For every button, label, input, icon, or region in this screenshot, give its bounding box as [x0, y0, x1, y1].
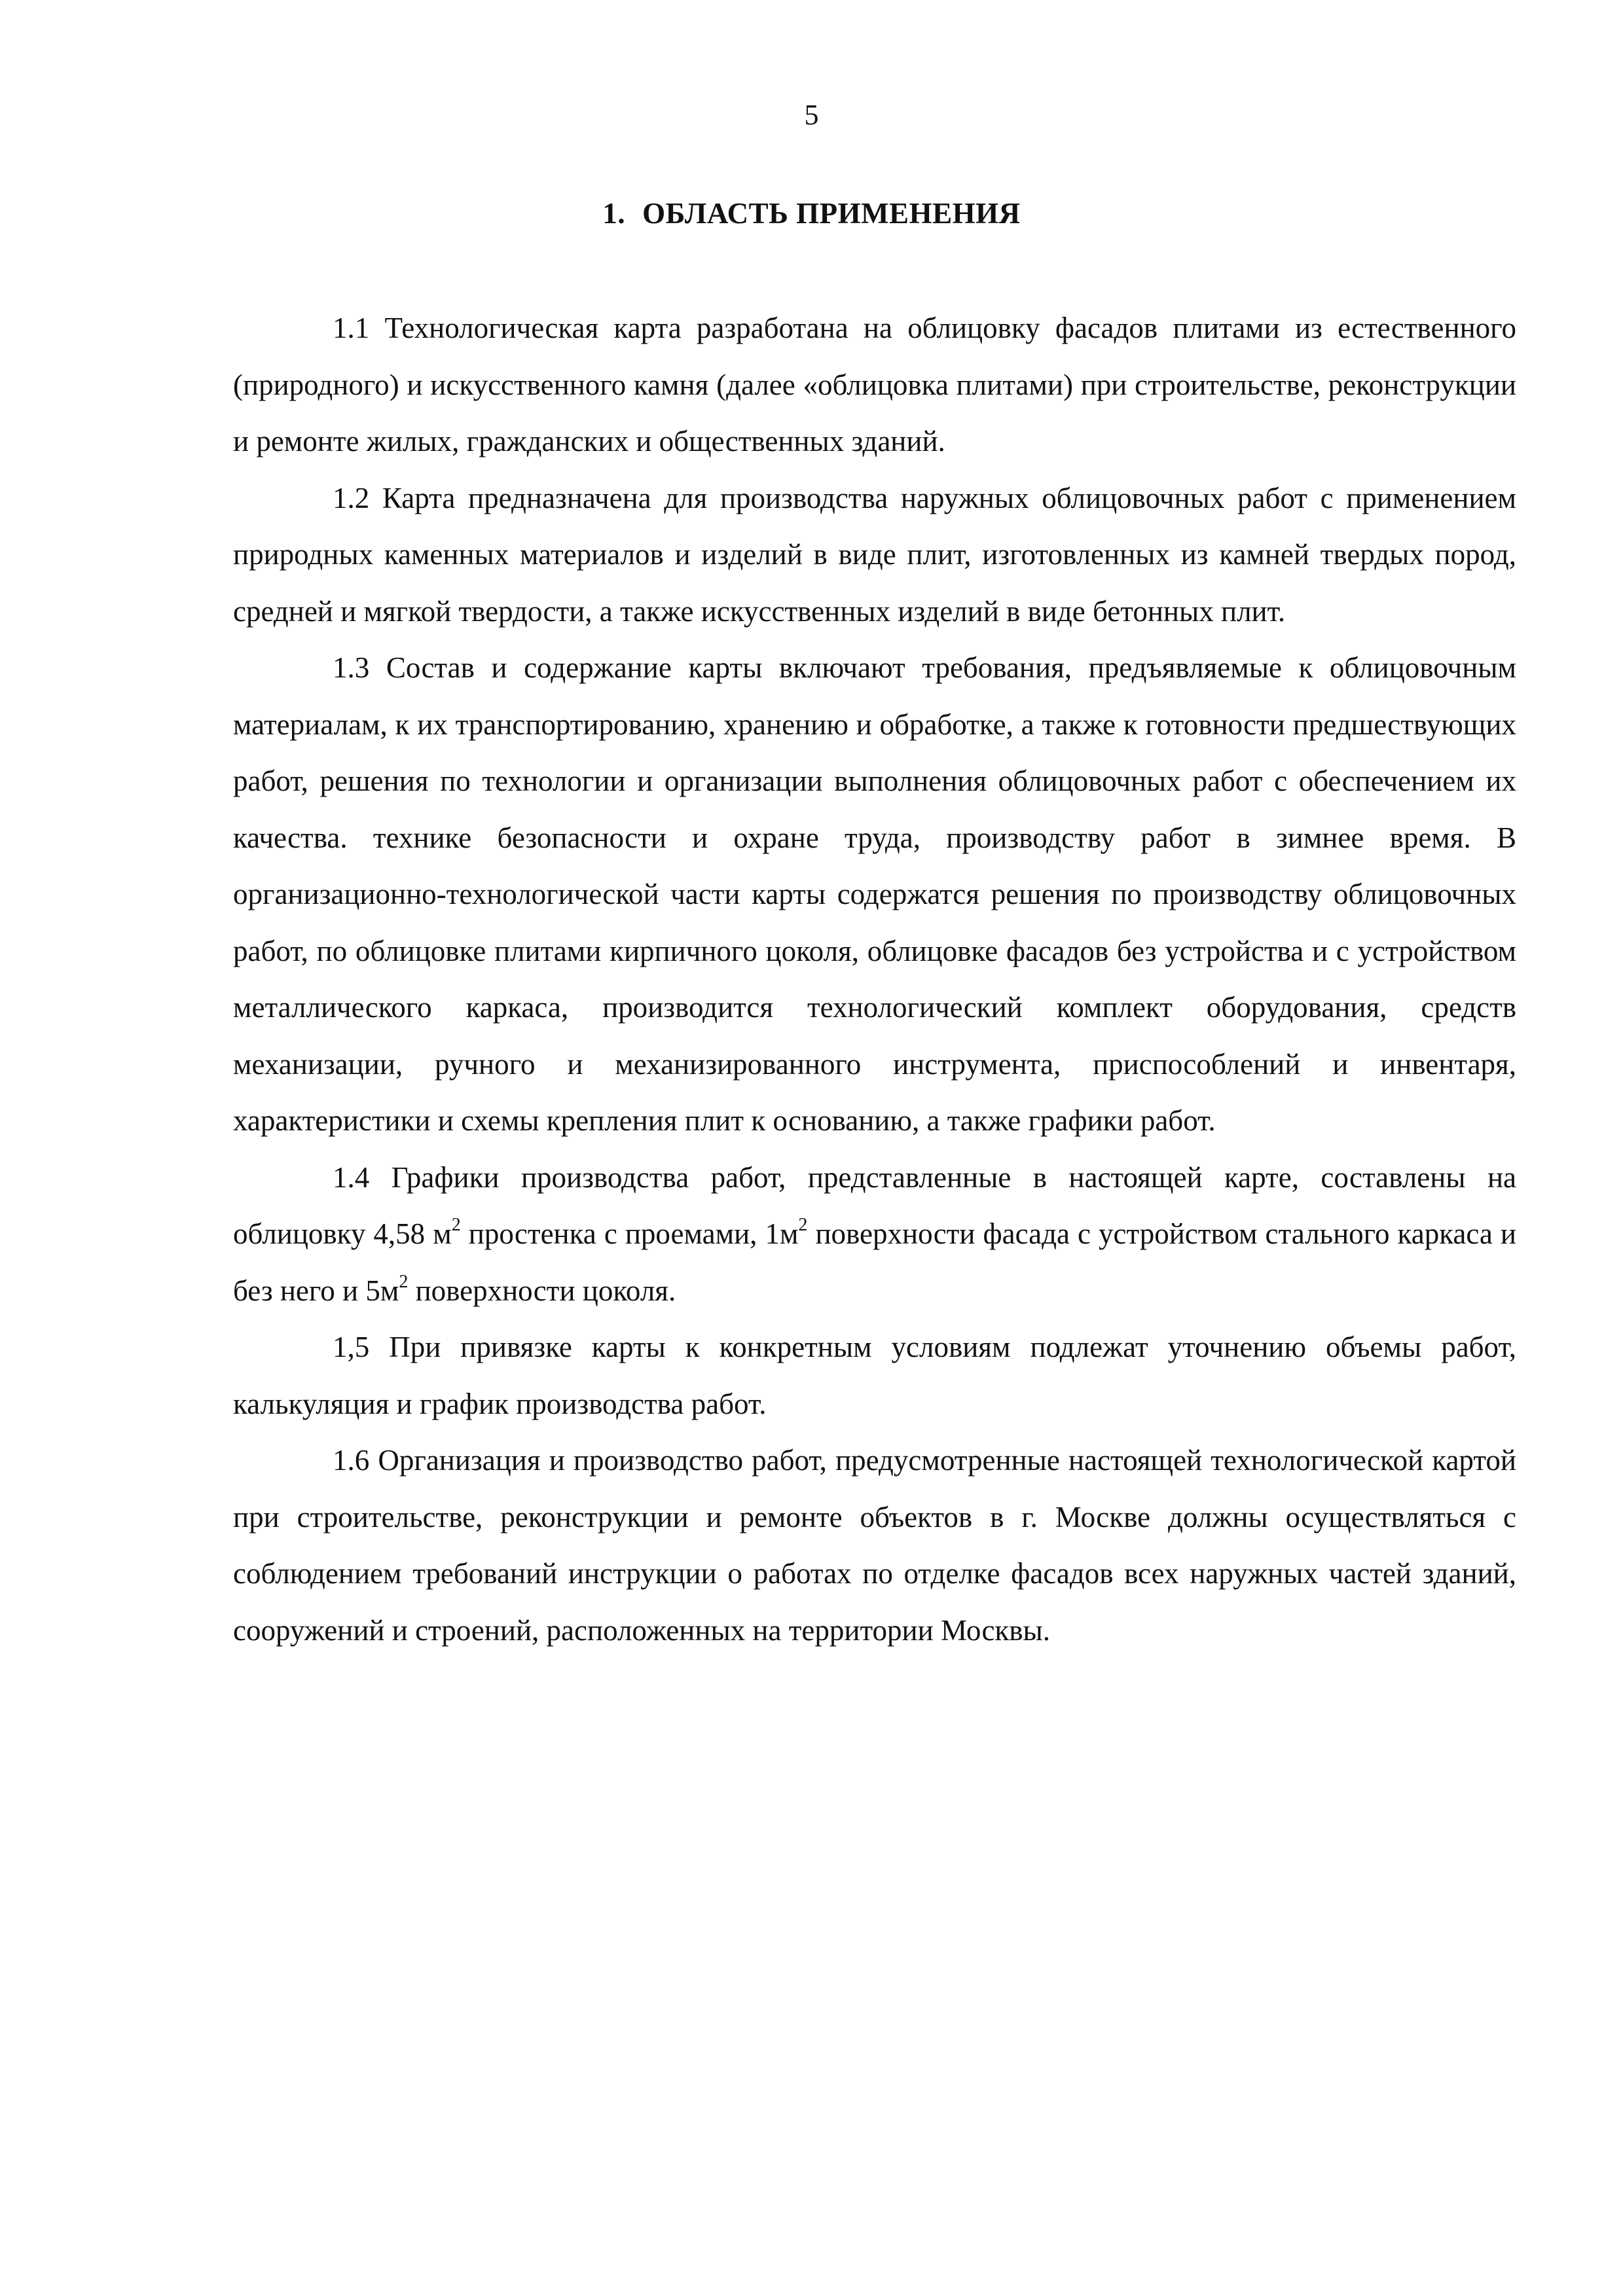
paragraph-1-4-text-a: 1.4 Графики производства работ, представленные в настоящей карте, составлены на облицовку 4,58 м: [233, 1160, 1516, 1250]
paragraph-1-1: 1.1 Технологическая карта разработана на облицовку фасадов плитами из естественного (природного) и искусственного камня (далее «облицовка плитами) при строительстве, реконструкции и ремонте жилых, гражданских и общественных зданий.: [233, 312, 1516, 457]
superscript-squared: 2: [451, 1215, 461, 1235]
superscript-squared: 2: [399, 1271, 409, 1292]
page-number: 5: [804, 99, 819, 131]
paragraph-1-4-text-c: поверхности фасада с устройством стального каркаса и без него и 5м: [233, 1217, 1516, 1307]
paragraph-1-4-text-b: простенка с проемами, 1м: [460, 1217, 799, 1250]
paragraph-1-4: [233, 1149, 1516, 1319]
section-number: 1.: [602, 197, 626, 230]
paragraph-1-5: 1,5 При привязке карты к конкретным условиям подлежат уточнению объемы работ, калькуляция и график производства работ.: [233, 1331, 1516, 1420]
paragraph-1-3: 1.3 Состав и содержание карты включают требования, предъявляемые к облицовочным материалам, к их транспортированию, хранению и обработке, а также к готовности предшествующих работ, решения по технологии и организации выполнения облицовочных работ с обеспечением их качества. технике безопасности и охране труда, производству работ в зимнее время. В организационно-технологической части карты содержатся решения по производству облицовочных работ, по облицовке плитами кирпичного цоколя, облицовке фасадов без устройства и с устройством металлического каркаса, производится технологический комплект оборудования, средств механизации, ручного и механизированного инструмента, приспособлений и инвентаря, характеристики и схемы крепления плит к основанию, а также графики работ.: [233, 651, 1516, 1137]
paragraph-1-2: 1.2 Карта предназначена для производства наружных облицовочных работ с применением природных каменных материалов и изделий в виде плит, изготовленных из камней твердых пород, средней и мягкой твердости, а также искусственных изделий в виде бетонных плит.: [233, 481, 1516, 628]
paragraph-1-4-text-d: поверхности цоколя.: [408, 1274, 676, 1307]
paragraph-1-6: 1.6 Организация и производство работ, предусмотренные настоящей технологической картой при строительстве, реконструкции и ремонте объектов в г. Москве должны осуществляться с соблюдением требований инструкции о работах по отделке фасадов всех наружных частей зданий, сооружений и строений, расположенных на территории Москвы.: [233, 1444, 1516, 1647]
section-heading: [0, 194, 1623, 233]
section-body: [233, 300, 1516, 1659]
section-title: ОБЛАСТЬ ПРИМЕНЕНИЯ: [642, 197, 1021, 230]
superscript-squared: 2: [798, 1215, 808, 1235]
